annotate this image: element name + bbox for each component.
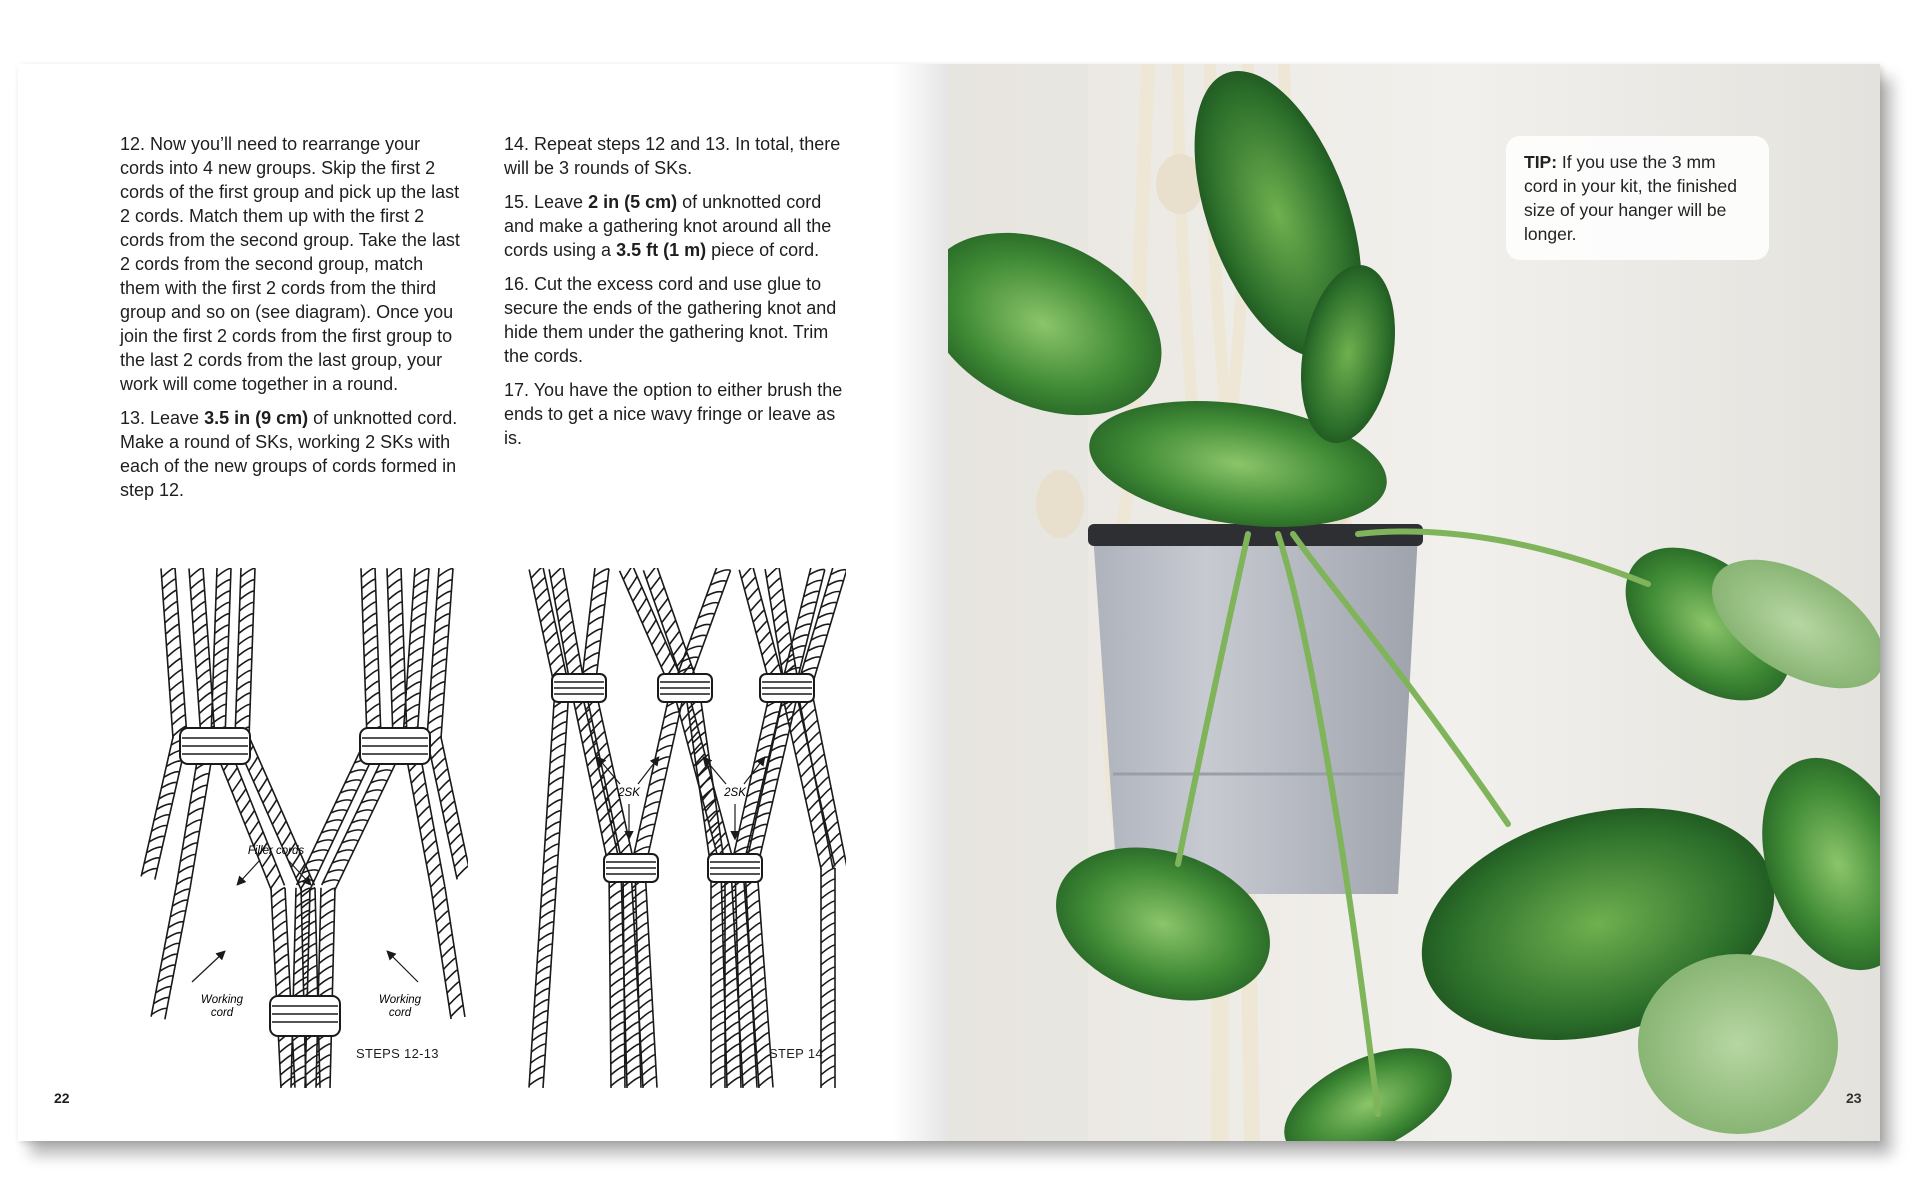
left-page [18, 64, 948, 1141]
knot-diagram-steps-12-13 [138, 568, 468, 1088]
2sk-label-left: 2SK [618, 787, 640, 799]
step-15-text: 15. Leave 2 in (5 cm) of unknotted cord and make a gathering knot around all the cords using a 3.5 ft (1 m) piece of cord. [504, 192, 832, 260]
square-knot-left [180, 728, 250, 764]
step-13-text: 13. Leave 3.5 in (9 cm) of unknotted cord. Make a round of SKs, working 2 SKs with each of the new groups of cords formed in step 12. [120, 408, 458, 500]
cord-strand-7 [731, 568, 785, 1088]
diagram-caption-step-14: STEP 14 [769, 1046, 823, 1061]
book-spread [18, 64, 1880, 1141]
diagram-caption-steps-12-13: STEPS 12-13 [356, 1046, 439, 1061]
tip-box [1506, 136, 1769, 260]
tip-label: TIP: [1524, 152, 1558, 172]
step-16-text: 16. Cut the excess cord and use glue to secure the ends of the gathering knot and hide them under the gathering knot. Trim the cords. [504, 274, 837, 366]
working-cord-right-label-2: cord [388, 1007, 412, 1019]
page-number-left: 22 [54, 1090, 70, 1106]
page-number-right: 23 [1846, 1090, 1862, 1106]
square-knot-row1-left [552, 674, 606, 702]
square-knot-row2-left [604, 854, 658, 882]
text-column-left [120, 132, 460, 512]
cord-strand-1 [141, 568, 187, 880]
working-cord-left-label-2: cord [210, 1007, 234, 1019]
square-knot-row1-middle [658, 674, 712, 702]
step-17-text: 17. You have the option to either brush the ends to get a nice wavy fringe or leave as is. [504, 380, 843, 448]
cord-strand-9 [781, 568, 835, 1088]
right-page [948, 64, 1880, 1141]
cord-strand-5 [643, 568, 725, 1088]
square-knot-row2-right [708, 854, 762, 882]
working-cord-right-label-1: Working [378, 994, 422, 1006]
square-knot-right [360, 728, 430, 764]
2sk-label-right: 2SK [724, 787, 746, 799]
knot-diagram-step-14 [528, 568, 846, 1088]
cord-strand-8 [427, 568, 468, 879]
square-knot-bottom [270, 996, 340, 1036]
tip-text: If you use the 3 mm cord in your kit, the finished size of your hanger will be longer. [1524, 152, 1738, 244]
square-knot-row1-right [760, 674, 814, 702]
cord-strand-6 [673, 568, 741, 1088]
plant-pot [1088, 524, 1423, 894]
step-14-text: 14. Repeat steps 12 and 13. In total, there will be 3 rounds of SKs. [504, 134, 841, 178]
step-12-text: 12. Now you’ll need to rearrange your cords into 4 new groups. Skip the first 2 cords of the first group and pick up the last 2 cords. Match them up with the first 2 cords from the second group. Take the last 2 cords from the second group, match them with the first 2 cords from the third group and so on (see diagram). Once you join the first 2 cords from the first group to the last 2 cords from the last group, your work will come together in a round. [120, 134, 460, 394]
working-cord-left-label-1: Working [200, 994, 244, 1006]
text-column-right [504, 132, 854, 460]
filler-cords-label: Filler cords [247, 845, 305, 857]
